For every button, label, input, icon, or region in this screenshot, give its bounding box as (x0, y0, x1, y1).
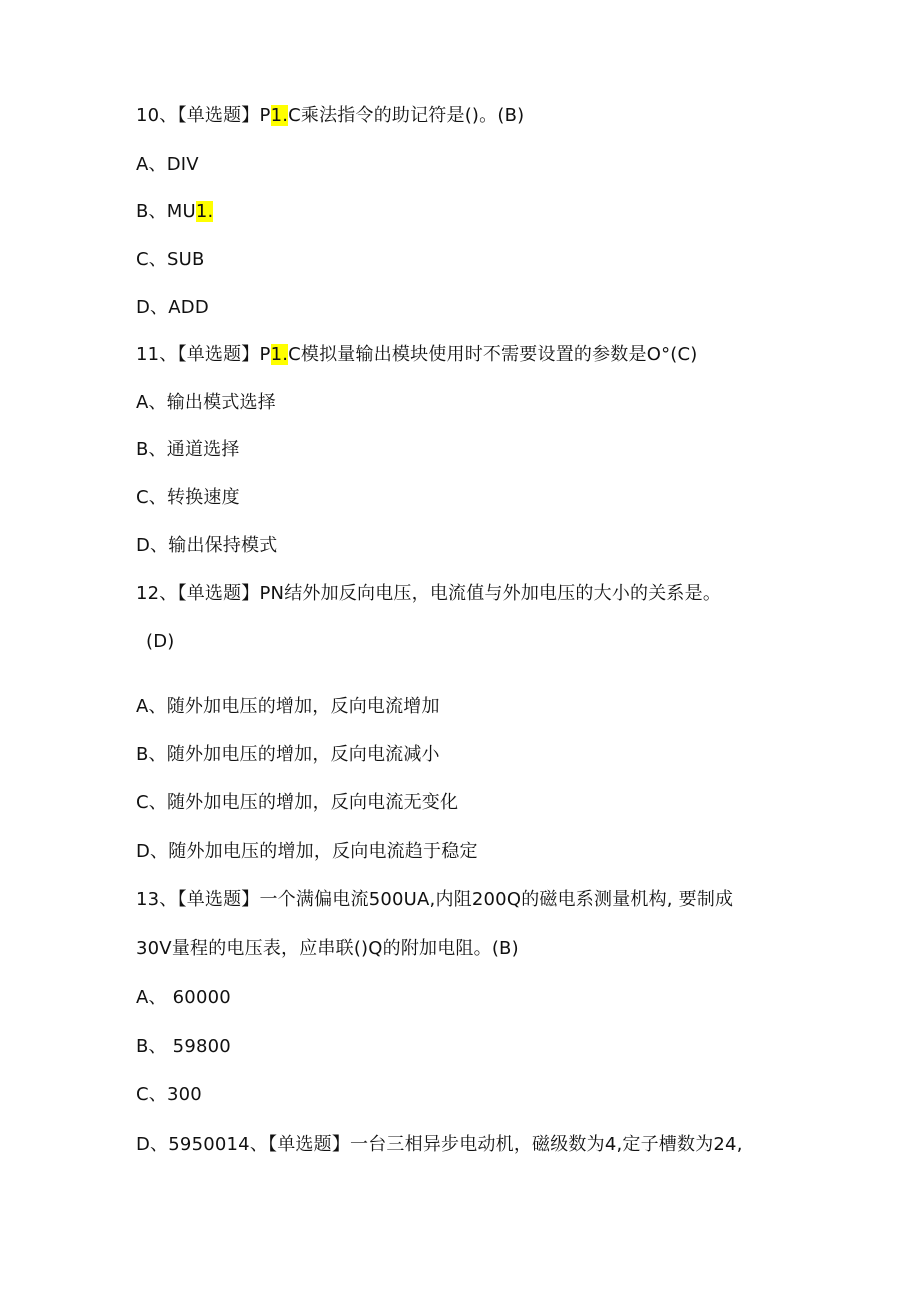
question-11-stem (136, 343, 698, 367)
question-13-option-b: B、 59800 (136, 1036, 231, 1057)
highlight-mark: 1. (195, 201, 214, 222)
question-13-stem: 13、【单选题】一个满偏电流500UA,内阻200Q的磁电系测量机构, 要制成 (136, 889, 734, 910)
question-10-option-d: D、ADD (136, 297, 209, 318)
question-11-option-a: A、输出模式选择 (136, 392, 276, 413)
question-13-stem-continued: 30V量程的电压表，应串联()Q的附加电阻。(B) (136, 938, 519, 959)
question-10-option-b-text: B、MU (136, 201, 196, 222)
question-12-option-a: A、随外加电压的增加，反向电流增加 (136, 696, 440, 717)
question-11-stem-text: 11、【单选题】P (136, 344, 271, 365)
question-13-option-a: A、 60000 (136, 987, 231, 1008)
question-10-stem-text-end: C乘法指令的助记符是()。(B) (288, 105, 525, 126)
question-11-option-d: D、输出保持模式 (136, 535, 278, 556)
question-13-option-c: C、300 (136, 1084, 202, 1105)
question-13-option-d: D、5950014、【单选题】一台三相异步电动机，磁级数为4,定子槽数为24, (136, 1134, 743, 1155)
question-12-option-d: D、随外加电压的增加，反向电流趋于稳定 (136, 841, 478, 862)
question-10-stem (136, 104, 524, 128)
question-12-stem: 12、【单选题】PN结外加反向电压，电流值与外加电压的大小的关系是。 (136, 583, 722, 604)
question-11-option-b: B、通道选择 (136, 439, 240, 460)
question-12-answer: (D) (146, 631, 175, 652)
question-10-option-b (136, 200, 213, 224)
question-12-option-b: B、随外加电压的增加，反向电流减小 (136, 744, 440, 765)
highlight-mark: 1. (270, 105, 289, 126)
question-11-stem-text-end: C模拟量输出模块使用时不需要设置的参数是O°(C) (288, 344, 698, 365)
question-10-option-c: C、SUB (136, 249, 205, 270)
question-10-stem-text: 10、【单选题】P (136, 105, 271, 126)
question-10-option-a: A、DIV (136, 154, 199, 175)
question-11-option-c: C、转换速度 (136, 487, 240, 508)
question-12-option-c: C、随外加电压的增加，反向电流无变化 (136, 792, 459, 813)
highlight-mark: 1. (270, 344, 289, 365)
